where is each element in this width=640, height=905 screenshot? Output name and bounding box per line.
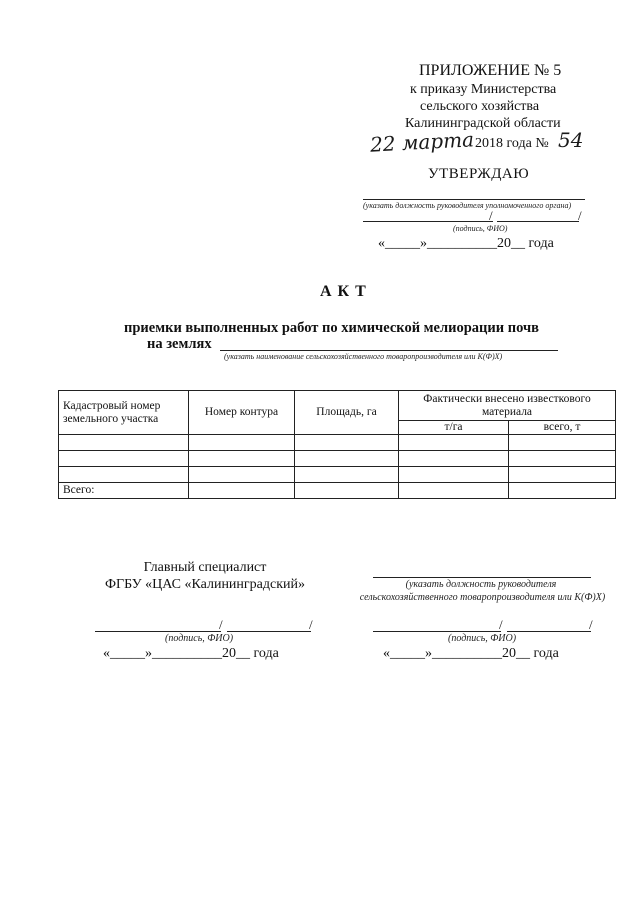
approve-date-line: «_____»__________20__ года — [378, 236, 554, 251]
cell — [399, 435, 509, 451]
right-sign-line-2 — [507, 631, 591, 632]
header-contour: Номер контура — [189, 391, 295, 435]
cell — [189, 451, 295, 467]
approve-sign-slash-2: / — [578, 208, 582, 223]
right-position-hint-1: (указать должность руководителя — [405, 579, 557, 590]
cell — [399, 483, 509, 499]
appendix-line-2: сельского хозяйства — [420, 99, 540, 114]
right-sign-slash-2: / — [589, 617, 593, 632]
cell — [59, 435, 189, 451]
approve-title: УТВЕРЖДАЮ — [428, 166, 530, 182]
cell — [399, 467, 509, 483]
header-cadastral: Кадастровый номер земельного участка — [59, 391, 189, 435]
right-sign-slash-1: / — [499, 617, 503, 632]
cell — [59, 451, 189, 467]
act-title: А К Т — [320, 283, 367, 300]
cell — [509, 467, 616, 483]
approve-sign-slash-1: / — [489, 208, 493, 223]
right-sign-hint: (подпись, ФИО) — [448, 633, 517, 644]
cell — [509, 483, 616, 499]
approve-sign-line-1 — [363, 221, 493, 222]
total-label: Всего: — [59, 483, 189, 499]
lands-prefix: на землях — [147, 336, 212, 352]
cell — [295, 483, 399, 499]
cell — [189, 435, 295, 451]
right-sign-line-1 — [373, 631, 501, 632]
table-row — [59, 467, 616, 483]
order-year-text: 2018 года № — [475, 136, 549, 151]
act-subtitle: приемки выполненных работ по химической мелиорации почв — [124, 320, 539, 336]
right-position-hint-2: сельскохозяйственного товаропроизводителя или К(Ф)Х) — [359, 592, 606, 603]
appendix-line-3: Калининградской области — [405, 116, 561, 131]
left-sign-slash-2: / — [309, 617, 313, 632]
approve-position-line — [363, 199, 585, 200]
left-sign-line-1 — [95, 631, 221, 632]
approve-position-hint: (указать должность руководителя уполномоченного органа) — [363, 201, 572, 210]
lands-line — [220, 350, 558, 351]
handwritten-number: 54 — [558, 128, 584, 152]
cell — [399, 451, 509, 467]
appendix-title: ПРИЛОЖЕНИЕ № 5 — [419, 62, 562, 79]
header-total: всего, т — [509, 421, 616, 435]
table-row — [59, 451, 616, 467]
right-date-line: «_____»__________20__ года — [383, 646, 559, 661]
left-sign-line-2 — [227, 631, 311, 632]
cell — [509, 435, 616, 451]
header-per-ha: т/га — [399, 421, 509, 435]
appendix-line-1: к приказу Министерства — [410, 82, 557, 97]
cell — [59, 467, 189, 483]
header-applied: Фактически внесено известкового материала — [399, 391, 616, 421]
lime-table — [58, 390, 616, 499]
lands-hint: (указать наименование сельскохозяйственного товаропроизводителя или К(Ф)Х) — [224, 352, 503, 361]
left-signer-title-2: ФГБУ «ЦАС «Калининградский» — [105, 577, 305, 592]
header-area: Площадь, га — [295, 391, 399, 435]
cell — [189, 467, 295, 483]
table-row — [59, 435, 616, 451]
cell — [295, 435, 399, 451]
approve-sign-line-2 — [497, 221, 579, 222]
table-total-row — [59, 483, 616, 499]
left-sign-hint: (подпись, ФИО) — [165, 633, 234, 644]
right-position-line — [373, 577, 591, 578]
left-signer-title-1: Главный специалист — [143, 560, 267, 575]
left-date-line: «_____»__________20__ года — [103, 646, 279, 661]
cell — [295, 451, 399, 467]
cell — [189, 483, 295, 499]
approve-sign-hint: (подпись, ФИО) — [453, 224, 508, 233]
cell — [509, 451, 616, 467]
left-sign-slash-1: / — [219, 617, 223, 632]
cell — [295, 467, 399, 483]
handwritten-date: 22 марта — [369, 127, 475, 157]
